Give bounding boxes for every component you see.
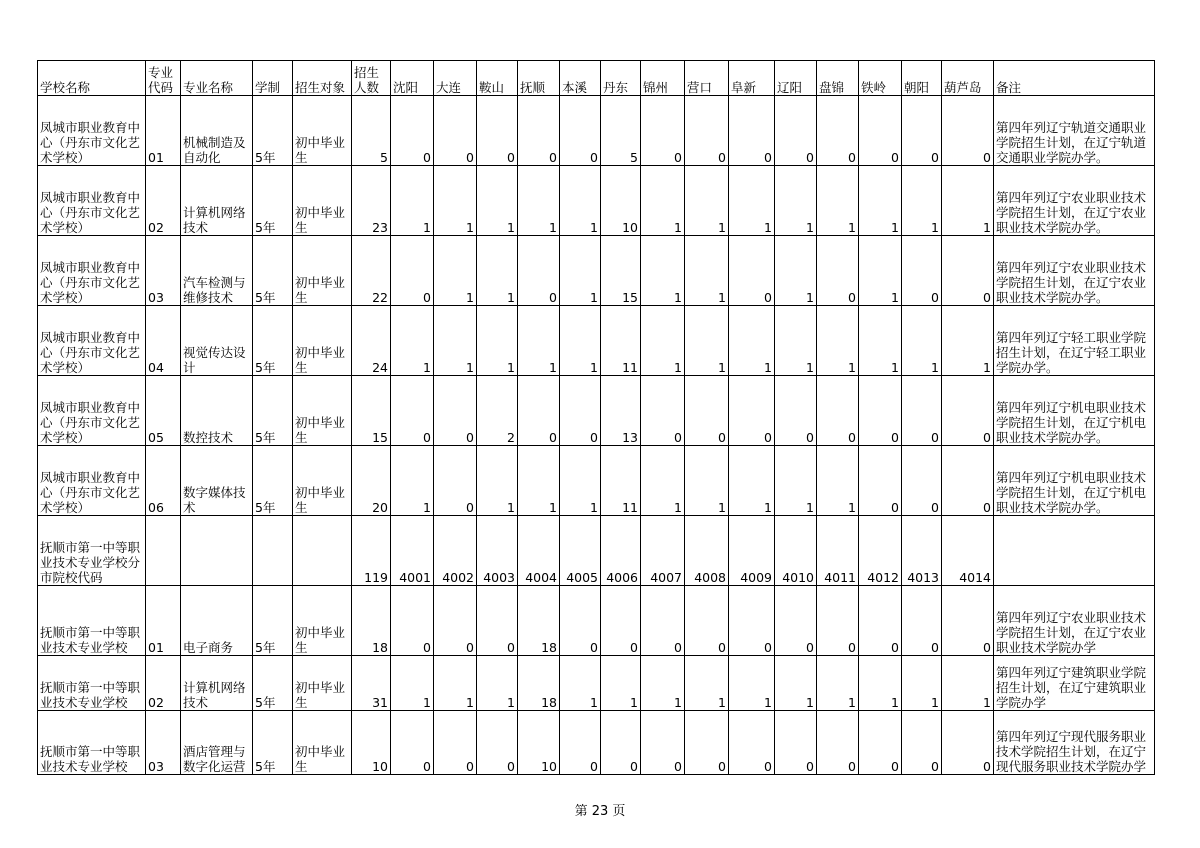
yingkou-cell: 4008 [685, 516, 729, 586]
anshan-cell: 0 [477, 586, 518, 656]
dalian-cell: 1 [434, 656, 477, 711]
jinzhou-cell: 0 [641, 711, 685, 775]
duration-cell: 5年 [253, 166, 293, 236]
fuxin-cell: 0 [729, 711, 775, 775]
jinzhou-cell: 0 [641, 376, 685, 446]
dalian-cell: 1 [434, 306, 477, 376]
fushun-cell: 0 [518, 376, 560, 446]
major-code-cell: 03 [146, 711, 181, 775]
fuxin-cell: 1 [729, 446, 775, 516]
anshan-cell: 0 [477, 96, 518, 166]
fuxin-cell: 1 [729, 166, 775, 236]
yingkou-cell: 1 [685, 446, 729, 516]
school-name-cell: 凤城市职业教育中心（丹东市文化艺术学校） [38, 306, 146, 376]
huludao-cell: 0 [942, 586, 994, 656]
tieling-cell: 0 [859, 96, 902, 166]
dandong-cell: 1 [601, 656, 641, 711]
target-cell [293, 516, 352, 586]
duration-cell: 5年 [253, 656, 293, 711]
school-name-cell: 凤城市职业教育中心（丹东市文化艺术学校） [38, 446, 146, 516]
header-remarks: 备注 [994, 61, 1155, 96]
dalian-cell: 0 [434, 586, 477, 656]
target-cell: 初中毕业生 [293, 306, 352, 376]
anshan-cell: 4003 [477, 516, 518, 586]
header-tieling: 铁岭 [859, 61, 902, 96]
enrollment-count-cell: 18 [352, 586, 391, 656]
chaoyang-cell: 1 [902, 166, 942, 236]
school-name-cell: 凤城市职业教育中心（丹东市文化艺术学校） [38, 96, 146, 166]
fuxin-cell: 0 [729, 96, 775, 166]
fushun-cell: 0 [518, 236, 560, 306]
remarks-cell: 第四年列辽宁轨道交通职业学院招生计划，在辽宁轨道交通职业学院办学。 [994, 96, 1155, 166]
panjin-cell: 4011 [817, 516, 859, 586]
liaoyang-cell: 1 [775, 446, 817, 516]
shenyang-cell: 0 [391, 711, 434, 775]
major-code-cell: 02 [146, 166, 181, 236]
fuxin-cell: 0 [729, 586, 775, 656]
header-fushun: 抚顺 [518, 61, 560, 96]
jinzhou-cell: 1 [641, 306, 685, 376]
header-enrollment-count: 招生人数 [352, 61, 391, 96]
major-name-cell: 酒店管理与数字化运营 [181, 711, 253, 775]
fuxin-cell: 0 [729, 376, 775, 446]
liaoyang-cell: 0 [775, 376, 817, 446]
enrollment-count-cell: 20 [352, 446, 391, 516]
chaoyang-cell: 1 [902, 306, 942, 376]
shenyang-cell: 0 [391, 586, 434, 656]
tieling-cell: 1 [859, 656, 902, 711]
header-dandong: 丹东 [601, 61, 641, 96]
huludao-cell: 1 [942, 656, 994, 711]
shenyang-cell: 1 [391, 446, 434, 516]
major-name-cell: 计算机网络技术 [181, 656, 253, 711]
liaoyang-cell: 1 [775, 166, 817, 236]
shenyang-cell: 1 [391, 306, 434, 376]
target-cell: 初中毕业生 [293, 446, 352, 516]
dalian-cell: 4002 [434, 516, 477, 586]
header-jinzhou: 锦州 [641, 61, 685, 96]
benxi-cell: 1 [560, 656, 601, 711]
header-panjin: 盘锦 [817, 61, 859, 96]
panjin-cell: 1 [817, 306, 859, 376]
school-name-cell: 凤城市职业教育中心（丹东市文化艺术学校） [38, 236, 146, 306]
table-row [38, 236, 1155, 306]
liaoyang-cell: 0 [775, 711, 817, 775]
panjin-cell: 1 [817, 446, 859, 516]
major-name-cell [181, 516, 253, 586]
fushun-cell: 10 [518, 711, 560, 775]
yingkou-cell: 1 [685, 306, 729, 376]
tieling-cell: 0 [859, 446, 902, 516]
table-row [38, 166, 1155, 236]
yingkou-cell: 0 [685, 586, 729, 656]
header-yingkou: 营口 [685, 61, 729, 96]
remarks-cell: 第四年列辽宁农业职业技术学院招生计划，在辽宁农业职业技术学院办学 [994, 586, 1155, 656]
panjin-cell: 0 [817, 96, 859, 166]
anshan-cell: 1 [477, 306, 518, 376]
enrollment-count-cell: 10 [352, 711, 391, 775]
remarks-cell: 第四年列辽宁建筑职业学院招生计划，在辽宁建筑职业学院办学 [994, 656, 1155, 711]
shenyang-cell: 0 [391, 376, 434, 446]
liaoyang-cell: 1 [775, 306, 817, 376]
huludao-cell: 1 [942, 306, 994, 376]
chaoyang-cell: 0 [902, 376, 942, 446]
target-cell: 初中毕业生 [293, 586, 352, 656]
shenyang-cell: 1 [391, 656, 434, 711]
header-row [38, 61, 1155, 96]
school-name-cell: 抚顺市第一中等职业技术专业学校 [38, 586, 146, 656]
liaoyang-cell: 0 [775, 586, 817, 656]
remarks-cell: 第四年列辽宁轻工职业学院招生计划，在辽宁轻工职业学院办学。 [994, 306, 1155, 376]
remarks-cell [994, 516, 1155, 586]
table-row [38, 656, 1155, 711]
anshan-cell: 1 [477, 656, 518, 711]
fuxin-cell: 0 [729, 236, 775, 306]
header-dalian: 大连 [434, 61, 477, 96]
jinzhou-cell: 0 [641, 586, 685, 656]
anshan-cell: 1 [477, 446, 518, 516]
target-cell: 初中毕业生 [293, 166, 352, 236]
benxi-cell: 1 [560, 446, 601, 516]
yingkou-cell: 0 [685, 711, 729, 775]
benxi-cell: 0 [560, 376, 601, 446]
benxi-cell: 4005 [560, 516, 601, 586]
huludao-cell: 0 [942, 236, 994, 306]
jinzhou-cell: 4007 [641, 516, 685, 586]
fuxin-cell: 1 [729, 656, 775, 711]
benxi-cell: 0 [560, 96, 601, 166]
header-target: 招生对象 [293, 61, 352, 96]
enrollment-count-cell: 24 [352, 306, 391, 376]
yingkou-cell: 0 [685, 376, 729, 446]
target-cell: 初中毕业生 [293, 376, 352, 446]
liaoyang-cell: 0 [775, 96, 817, 166]
chaoyang-cell: 0 [902, 711, 942, 775]
table-row [38, 711, 1155, 775]
yingkou-cell: 0 [685, 96, 729, 166]
jinzhou-cell: 1 [641, 446, 685, 516]
benxi-cell: 0 [560, 586, 601, 656]
header-major-code: 专业代码 [146, 61, 181, 96]
fushun-cell: 1 [518, 306, 560, 376]
duration-cell: 5年 [253, 96, 293, 166]
anshan-cell: 0 [477, 711, 518, 775]
liaoyang-cell: 1 [775, 236, 817, 306]
major-code-cell: 04 [146, 306, 181, 376]
jinzhou-cell: 1 [641, 656, 685, 711]
dandong-cell: 13 [601, 376, 641, 446]
duration-cell [253, 516, 293, 586]
enrollment-count-cell: 31 [352, 656, 391, 711]
table-row [38, 586, 1155, 656]
major-name-cell: 机械制造及自动化 [181, 96, 253, 166]
table-row [38, 306, 1155, 376]
major-code-cell: 03 [146, 236, 181, 306]
major-code-cell: 01 [146, 586, 181, 656]
fuxin-cell: 4009 [729, 516, 775, 586]
header-duration: 学制 [253, 61, 293, 96]
panjin-cell: 1 [817, 656, 859, 711]
fushun-cell: 18 [518, 586, 560, 656]
duration-cell: 5年 [253, 306, 293, 376]
table-row [38, 376, 1155, 446]
dalian-cell: 0 [434, 376, 477, 446]
yingkou-cell: 1 [685, 236, 729, 306]
duration-cell: 5年 [253, 236, 293, 306]
anshan-cell: 1 [477, 166, 518, 236]
huludao-cell: 0 [942, 446, 994, 516]
shenyang-cell: 1 [391, 166, 434, 236]
school-name-cell: 凤城市职业教育中心（丹东市文化艺术学校） [38, 166, 146, 236]
benxi-cell: 1 [560, 166, 601, 236]
target-cell: 初中毕业生 [293, 711, 352, 775]
benxi-cell: 1 [560, 236, 601, 306]
dalian-cell: 1 [434, 166, 477, 236]
dalian-cell: 0 [434, 711, 477, 775]
jinzhou-cell: 1 [641, 236, 685, 306]
fushun-cell: 4004 [518, 516, 560, 586]
major-name-cell: 电子商务 [181, 586, 253, 656]
header-shenyang: 沈阳 [391, 61, 434, 96]
enrollment-count-cell: 23 [352, 166, 391, 236]
major-code-cell: 06 [146, 446, 181, 516]
dandong-cell: 15 [601, 236, 641, 306]
chaoyang-cell: 0 [902, 586, 942, 656]
table-row [38, 96, 1155, 166]
table-row [38, 446, 1155, 516]
enrollment-count-cell: 119 [352, 516, 391, 586]
major-name-cell: 数字媒体技术 [181, 446, 253, 516]
tieling-cell: 4012 [859, 516, 902, 586]
remarks-cell: 第四年列辽宁机电职业技术学院招生计划，在辽宁机电职业技术学院办学。 [994, 376, 1155, 446]
duration-cell: 5年 [253, 446, 293, 516]
page-number: 第 23 页 [574, 804, 626, 819]
enrollment-table [37, 60, 1155, 775]
chaoyang-cell: 0 [902, 96, 942, 166]
dandong-cell: 0 [601, 586, 641, 656]
fushun-cell: 1 [518, 166, 560, 236]
huludao-cell: 4014 [942, 516, 994, 586]
remarks-cell: 第四年列辽宁现代服务职业技术学院招生计划，在辽宁现代服务职业技术学院办学 [994, 711, 1155, 775]
remarks-cell: 第四年列辽宁机电职业技术学院招生计划，在辽宁机电职业技术学院办学。 [994, 446, 1155, 516]
remarks-cell: 第四年列辽宁农业职业技术学院招生计划，在辽宁农业职业技术学院办学。 [994, 236, 1155, 306]
yingkou-cell: 1 [685, 656, 729, 711]
school-name-cell: 凤城市职业教育中心（丹东市文化艺术学校） [38, 376, 146, 446]
header-fuxin: 阜新 [729, 61, 775, 96]
chaoyang-cell: 1 [902, 656, 942, 711]
dalian-cell: 1 [434, 236, 477, 306]
shenyang-cell: 0 [391, 236, 434, 306]
major-code-cell [146, 516, 181, 586]
chaoyang-cell: 0 [902, 446, 942, 516]
school-name-cell: 抚顺市第一中等职业技术专业学校 [38, 711, 146, 775]
panjin-cell: 0 [817, 586, 859, 656]
tieling-cell: 1 [859, 166, 902, 236]
fushun-cell: 1 [518, 446, 560, 516]
major-name-cell: 计算机网络技术 [181, 166, 253, 236]
dandong-cell: 11 [601, 306, 641, 376]
jinzhou-cell: 0 [641, 96, 685, 166]
chaoyang-cell: 0 [902, 236, 942, 306]
tieling-cell: 0 [859, 376, 902, 446]
major-name-cell: 数控技术 [181, 376, 253, 446]
huludao-cell: 0 [942, 376, 994, 446]
chaoyang-cell: 4013 [902, 516, 942, 586]
anshan-cell: 1 [477, 236, 518, 306]
header-school-name: 学校名称 [38, 61, 146, 96]
target-cell: 初中毕业生 [293, 656, 352, 711]
tieling-cell: 1 [859, 236, 902, 306]
benxi-cell: 0 [560, 711, 601, 775]
duration-cell: 5年 [253, 376, 293, 446]
liaoyang-cell: 1 [775, 656, 817, 711]
major-code-cell: 05 [146, 376, 181, 446]
dalian-cell: 0 [434, 96, 477, 166]
target-cell: 初中毕业生 [293, 236, 352, 306]
shenyang-cell: 0 [391, 96, 434, 166]
dandong-cell: 5 [601, 96, 641, 166]
major-name-cell: 视觉传达设计 [181, 306, 253, 376]
tieling-cell: 1 [859, 306, 902, 376]
dandong-cell: 11 [601, 446, 641, 516]
header-anshan: 鞍山 [477, 61, 518, 96]
major-code-cell: 02 [146, 656, 181, 711]
tieling-cell: 0 [859, 586, 902, 656]
huludao-cell: 0 [942, 711, 994, 775]
fushun-cell: 18 [518, 656, 560, 711]
fushun-cell: 0 [518, 96, 560, 166]
anshan-cell: 2 [477, 376, 518, 446]
major-code-cell: 01 [146, 96, 181, 166]
panjin-cell: 0 [817, 376, 859, 446]
header-chaoyang: 朝阳 [902, 61, 942, 96]
major-name-cell: 汽车检测与维修技术 [181, 236, 253, 306]
tieling-cell: 0 [859, 711, 902, 775]
huludao-cell: 1 [942, 166, 994, 236]
header-liaoyang: 辽阳 [775, 61, 817, 96]
benxi-cell: 1 [560, 306, 601, 376]
panjin-cell: 0 [817, 711, 859, 775]
panjin-cell: 0 [817, 236, 859, 306]
panjin-cell: 1 [817, 166, 859, 236]
dandong-cell: 10 [601, 166, 641, 236]
liaoyang-cell: 4010 [775, 516, 817, 586]
header-benxi: 本溪 [560, 61, 601, 96]
target-cell: 初中毕业生 [293, 96, 352, 166]
dalian-cell: 0 [434, 446, 477, 516]
dandong-cell: 0 [601, 711, 641, 775]
enrollment-count-cell: 22 [352, 236, 391, 306]
dandong-cell: 4006 [601, 516, 641, 586]
table-row [38, 516, 1155, 586]
yingkou-cell: 1 [685, 166, 729, 236]
duration-cell: 5年 [253, 711, 293, 775]
huludao-cell: 0 [942, 96, 994, 166]
duration-cell: 5年 [253, 586, 293, 656]
fuxin-cell: 1 [729, 306, 775, 376]
school-name-cell: 抚顺市第一中等职业技术专业学校分市院校代码 [38, 516, 146, 586]
header-major-name: 专业名称 [181, 61, 253, 96]
enrollment-count-cell: 5 [352, 96, 391, 166]
remarks-cell: 第四年列辽宁农业职业技术学院招生计划，在辽宁农业职业技术学院办学。 [994, 166, 1155, 236]
jinzhou-cell: 1 [641, 166, 685, 236]
school-name-cell: 抚顺市第一中等职业技术专业学校 [38, 656, 146, 711]
header-huludao: 葫芦岛 [942, 61, 994, 96]
shenyang-cell: 4001 [391, 516, 434, 586]
enrollment-count-cell: 15 [352, 376, 391, 446]
